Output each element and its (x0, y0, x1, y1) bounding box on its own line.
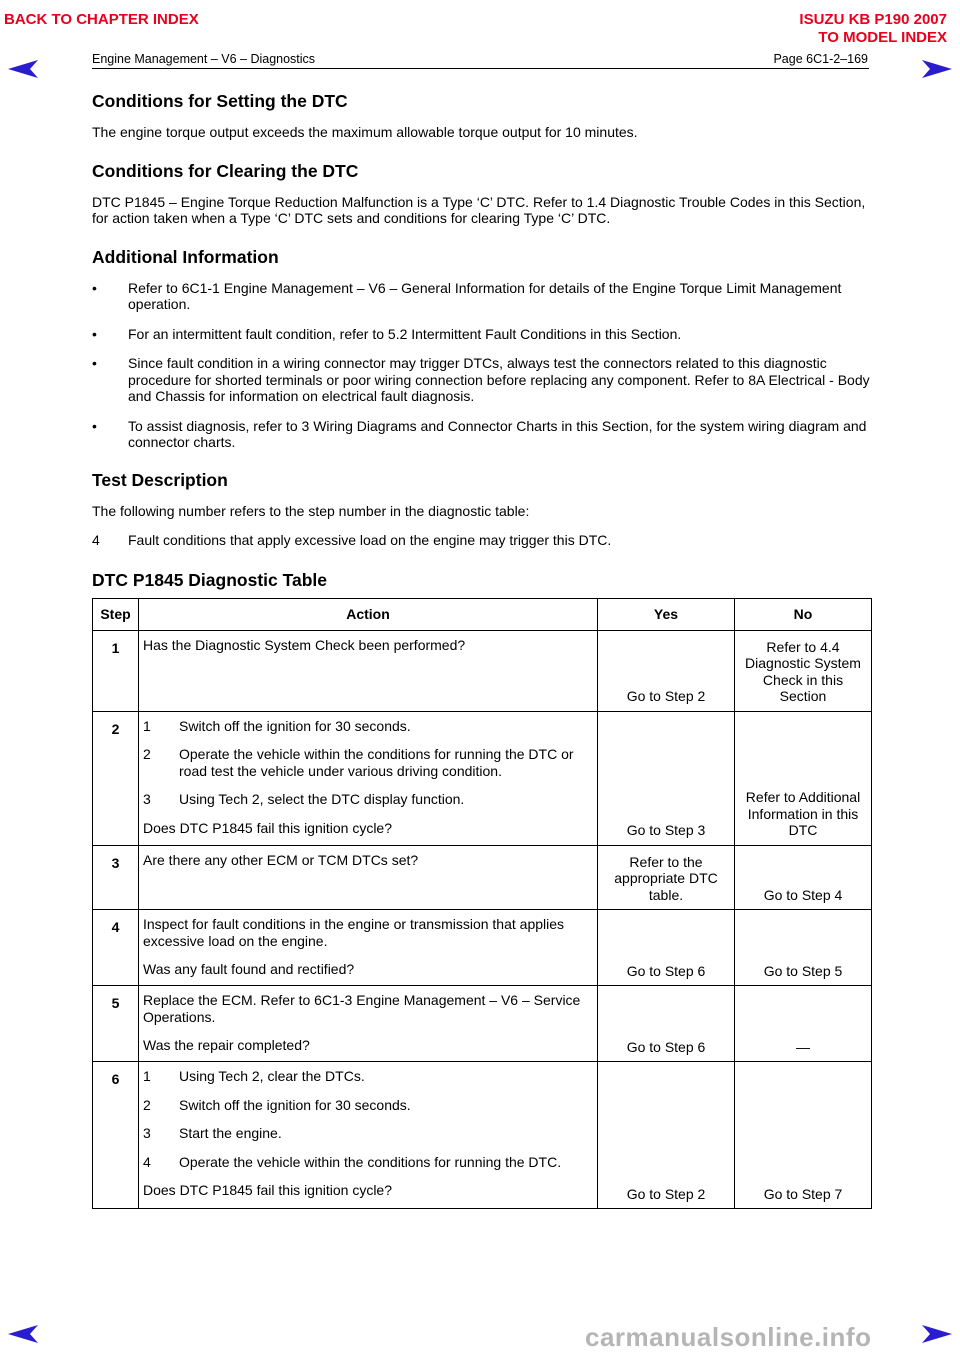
additional-information-list (92, 280, 870, 451)
list-item-text: Refer to 6C1-1 Engine Management – V6 – General Information for details of the Engine Torque Limit Management operation. (128, 279, 842, 312)
list-item (92, 418, 870, 451)
list-item-text: For an intermittent fault condition, refer to 5.2 Intermittent Fault Conditions in this Section. (128, 325, 682, 342)
step-number: 5 (93, 986, 139, 1062)
substep (143, 791, 593, 808)
step-text: Inspect for fault conditions in the engine or transmission that applies excessive load on the engine. (143, 916, 565, 949)
substep-text: Using Tech 2, select the DTC display function. (179, 791, 465, 807)
table-row (93, 986, 872, 1062)
previous-page-arrow-icon[interactable] (8, 60, 38, 78)
page-number: Page 6C1-2–169 (773, 52, 868, 66)
step-question: Are there any other ECM or TCM DTCs set? (143, 851, 419, 868)
step-action (139, 986, 598, 1062)
table-row (93, 910, 872, 986)
diagnostic-table (92, 598, 872, 1210)
substep (143, 1154, 593, 1171)
substep (143, 1068, 593, 1085)
substep-number: 2 (143, 746, 151, 762)
next-page-arrow-bottom-icon[interactable] (922, 1325, 952, 1343)
test-step-text: Fault conditions that apply excessive load on the engine may trigger this DTC. (128, 532, 612, 548)
page-content (92, 90, 870, 1209)
list-item (92, 326, 870, 343)
list-item-text: To assist diagnosis, refer to 3 Wiring Diagrams and Connector Charts in this Section, for the system wiring diagram and connector charts. (128, 417, 867, 450)
column-header-step: Step (93, 598, 139, 630)
list-item-text: Since fault condition in a wiring connector may trigger DTCs, always test the connectors related to this diagnostic procedure for shorted terminals or poor wiring connection before replacing any component. Refer to 8A Electrical - Body and Chassis for information on electrical fault diagnosis. (128, 355, 870, 404)
next-page-arrow-icon[interactable] (922, 60, 952, 78)
conditions-clearing-section (92, 160, 870, 227)
no-result: Go to Step 7 (735, 1062, 872, 1209)
step-question: Has the Diagnostic System Check been performed? (143, 636, 466, 653)
column-header-yes: Yes (598, 598, 735, 630)
bullet-icon: • (92, 355, 97, 371)
watermark-text: carmanualsonline.info (585, 1322, 872, 1352)
step-question: Does DTC P1845 fail this ignition cycle? (143, 819, 393, 836)
substep-number: 1 (143, 1068, 151, 1084)
substep-number: 3 (143, 1125, 151, 1141)
additional-information-heading: Additional Information (92, 246, 279, 267)
bullet-icon: • (92, 279, 97, 296)
no-result: Go to Step 5 (735, 910, 872, 986)
yes-result: Go to Step 2 (598, 1062, 735, 1209)
additional-information-section (92, 246, 870, 451)
list-item (92, 280, 870, 313)
yes-result: Go to Step 6 (598, 910, 735, 986)
column-header-action: Action (139, 598, 598, 630)
step-number: 6 (93, 1062, 139, 1209)
table-row (93, 1062, 872, 1209)
substep (143, 746, 593, 779)
substep (143, 718, 593, 735)
substep-number: 4 (143, 1153, 151, 1170)
substep-number: 1 (143, 717, 151, 734)
no-result: Refer to Additional Information in this DTC (735, 711, 872, 845)
conditions-setting-section (92, 90, 870, 141)
running-header-title: Engine Management – V6 – Diagnostics (92, 52, 316, 66)
conditions-clearing-heading: Conditions for Clearing the DTC (92, 160, 359, 181)
test-description-section (92, 469, 870, 549)
bullet-icon: • (92, 417, 97, 434)
substep-text: Switch off the ignition for 30 seconds. (179, 1096, 411, 1113)
back-to-chapter-index-link[interactable]: BACK TO CHAPTER INDEX (4, 11, 199, 28)
conditions-setting-text: The engine torque output exceeds the maximum allowable torque output for 10 minutes. (92, 124, 638, 140)
conditions-setting-heading: Conditions for Setting the DTC (92, 91, 348, 111)
substep-number: 2 (143, 1096, 151, 1113)
test-description-heading: Test Description (92, 469, 228, 490)
bullet-icon: • (92, 325, 97, 342)
step-number: 2 (93, 711, 139, 845)
yes-result: Go to Step 2 (598, 630, 735, 711)
yes-result: Go to Step 6 (598, 986, 735, 1062)
no-result: Go to Step 4 (735, 845, 872, 910)
conditions-clearing-text: DTC P1845 – Engine Torque Reduction Malfunction is a Type ‘C’ DTC. Refer to 1.4 Diagnostic Trouble Codes in this Section, for action taken when a Type ‘C’ DTC sets and conditions for clearing Type ‘C’ DTC. (92, 193, 866, 226)
step-question: Does DTC P1845 fail this ignition cycle? (143, 1182, 393, 1198)
substep-number: 3 (143, 791, 151, 807)
to-model-index-link[interactable]: TO MODEL INDEX (818, 29, 947, 46)
substep-text: Switch off the ignition for 30 seconds. (179, 717, 411, 734)
substep (143, 1125, 593, 1142)
step-action (139, 711, 598, 845)
step-question: Was any fault found and rectified? (143, 961, 355, 977)
step-action (139, 845, 598, 910)
no-result: — (735, 986, 872, 1062)
table-row (93, 845, 872, 910)
table-row (93, 711, 872, 845)
model-title: ISUZU KB P190 2007 (799, 11, 947, 28)
substep-text: Using Tech 2, clear the DTCs. (179, 1068, 365, 1084)
test-step-number: 4 (92, 532, 100, 548)
step-action (139, 630, 598, 711)
substep-text: Start the engine. (179, 1125, 282, 1141)
substep (143, 1097, 593, 1114)
table-header-row (93, 598, 872, 630)
table-row (93, 630, 872, 711)
header-divider (92, 68, 869, 69)
yes-result: Refer to the appropriate DTC table. (598, 845, 735, 910)
step-question: Was the repair completed? (143, 1037, 310, 1053)
step-number: 4 (93, 910, 139, 986)
test-description-item (92, 532, 870, 549)
step-action (139, 910, 598, 986)
step-text: Replace the ECM. Refer to 6C1-3 Engine Management – V6 – Service Operations. (143, 992, 581, 1025)
yes-result: Go to Step 3 (598, 711, 735, 845)
list-item (92, 355, 870, 405)
step-number: 3 (93, 845, 139, 910)
substep-text: Operate the vehicle within the conditions for running the DTC or road test the vehicle under various driving condition. (179, 746, 574, 779)
test-description-intro: The following number refers to the step number in the diagnostic table: (92, 502, 530, 519)
no-result: Refer to 4.4 Diagnostic System Check in this Section (735, 630, 872, 711)
previous-page-arrow-bottom-icon[interactable] (8, 1325, 38, 1343)
step-number: 1 (93, 630, 139, 711)
substep-text: Operate the vehicle within the conditions for running the DTC. (179, 1153, 562, 1170)
step-action (139, 1062, 598, 1209)
column-header-no: No (735, 598, 872, 630)
diagnostic-table-title: DTC P1845 Diagnostic Table (92, 569, 328, 590)
